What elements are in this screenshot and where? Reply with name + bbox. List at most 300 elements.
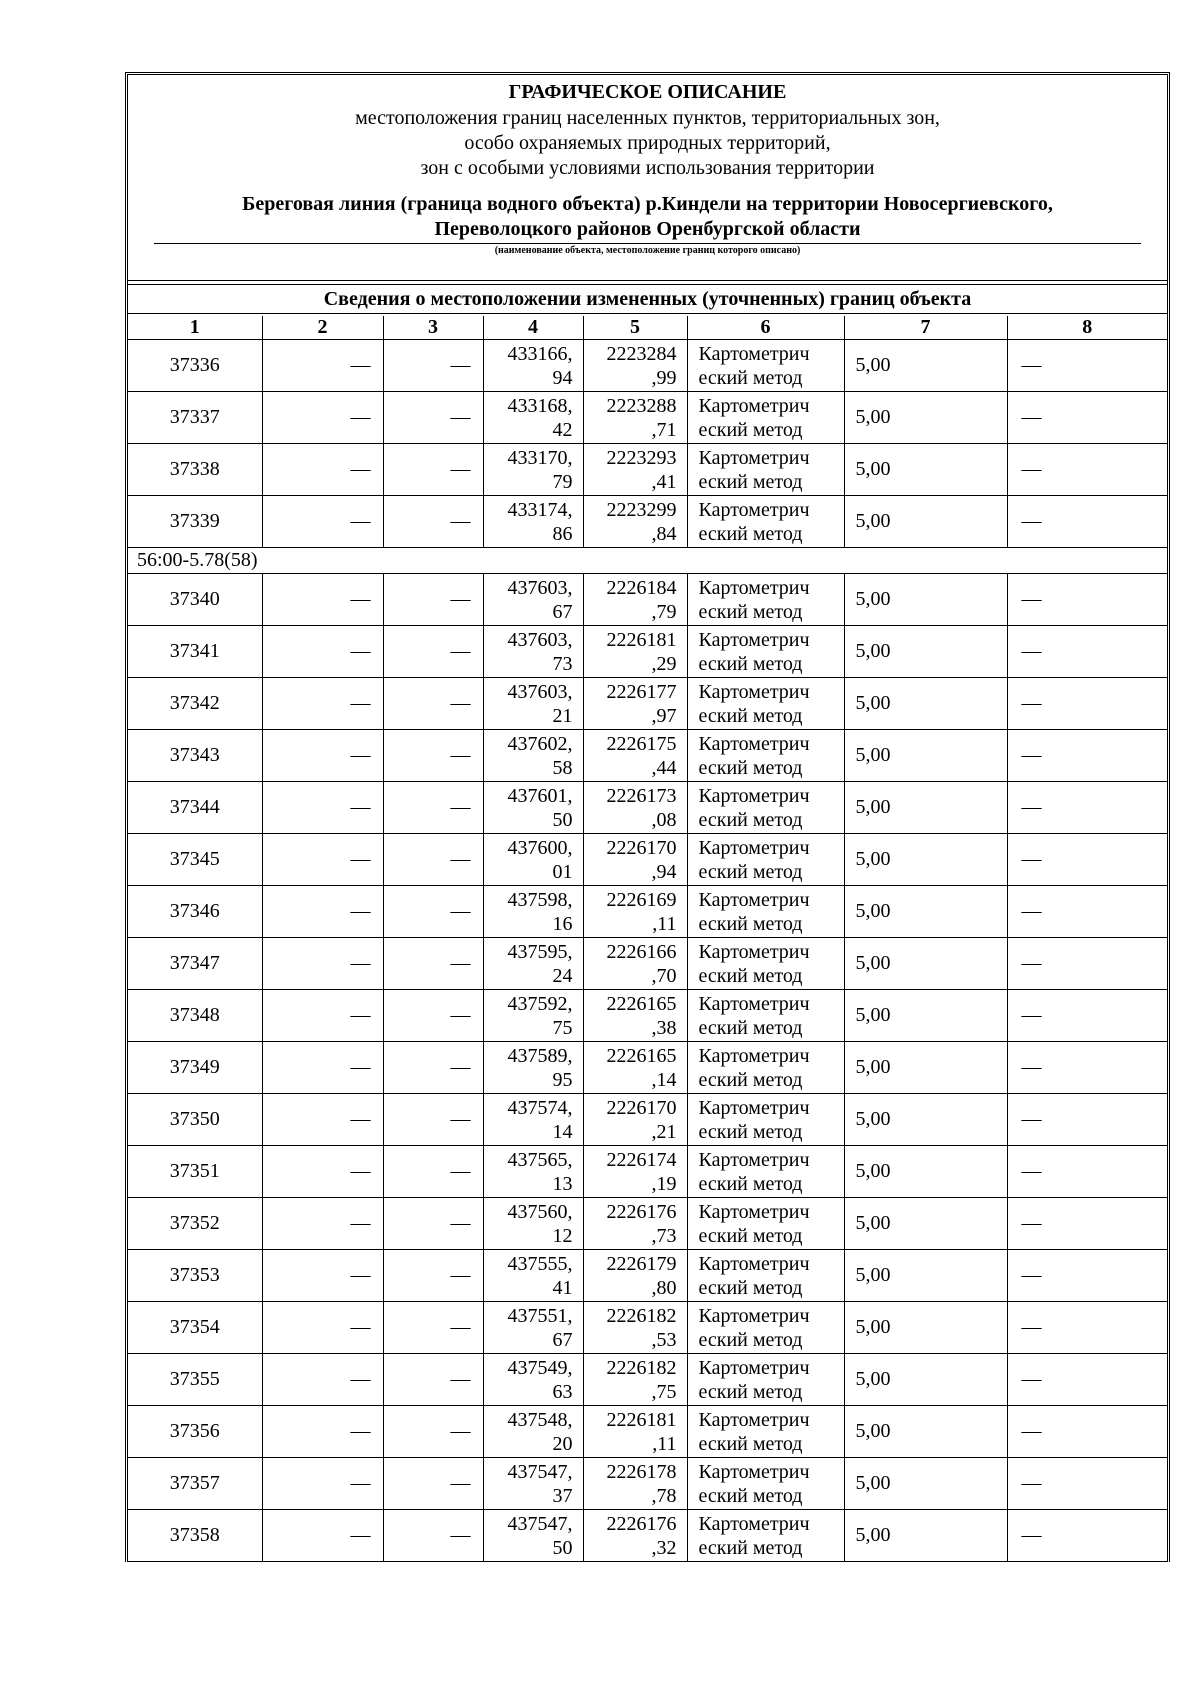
description-cell: —: [1007, 340, 1167, 392]
description-cell: —: [1007, 730, 1167, 782]
point-number: 37342: [128, 678, 262, 730]
old-x-cell: —: [262, 496, 383, 548]
method-cell-line-2: еский метод: [698, 1484, 803, 1507]
column-header: 7: [844, 316, 1007, 340]
accuracy-cell: 5,00: [844, 1302, 1007, 1354]
method-cell-line-2: еский метод: [698, 366, 803, 389]
new-y-cell-line-1: 2226173: [606, 784, 677, 807]
new-y-cell-line-2: ,21: [651, 1120, 677, 1143]
column-header-row: [128, 316, 1167, 340]
description-cell: —: [1007, 1458, 1167, 1510]
point-number: 37341: [128, 626, 262, 678]
new-x-cell: [483, 626, 583, 678]
new-x-cell: [483, 1406, 583, 1458]
method-cell: [687, 1198, 844, 1250]
old-y-cell: —: [383, 938, 483, 990]
method-cell-line-2: еский метод: [698, 418, 803, 441]
column-header: 1: [128, 316, 262, 340]
new-y-cell-line-1: 2226175: [606, 732, 677, 755]
accuracy-cell: 5,00: [844, 834, 1007, 886]
new-y-cell-line-1: 2223293: [606, 446, 677, 469]
new-y-cell-line-1: 2226181: [606, 628, 677, 651]
new-y-cell-line-2: ,14: [651, 1068, 677, 1091]
new-x-cell-line-2: 13: [552, 1172, 573, 1195]
new-x-cell-line-2: 14: [552, 1120, 573, 1143]
new-y-cell: [583, 496, 687, 548]
new-y-cell-line-2: ,84: [651, 522, 677, 545]
point-number: 37336: [128, 340, 262, 392]
new-x-cell: [483, 1094, 583, 1146]
new-x-cell-line-2: 63: [552, 1380, 573, 1403]
new-x-cell-line-2: 20: [552, 1432, 573, 1455]
table-row: [128, 990, 1167, 1042]
method-cell-line-2: еский метод: [698, 912, 803, 935]
new-y-cell-line-1: 2226182: [606, 1304, 677, 1327]
new-x-cell-line-1: 437592,: [507, 992, 573, 1015]
new-x-cell-line-2: 01: [552, 860, 573, 883]
new-x-cell-line-2: 41: [552, 1276, 573, 1299]
new-x-cell-line-1: 437547,: [507, 1460, 573, 1483]
new-x-cell-line-1: 437549,: [507, 1356, 573, 1379]
method-cell: [687, 834, 844, 886]
new-y-cell-line-1: 2226176: [606, 1200, 677, 1223]
new-x-cell-line-1: 437560,: [507, 1200, 573, 1223]
new-y-cell-line-1: 2226169: [606, 888, 677, 911]
method-cell: [687, 1250, 844, 1302]
point-number: 37354: [128, 1302, 262, 1354]
old-y-cell: —: [383, 496, 483, 548]
description-cell: —: [1007, 392, 1167, 444]
new-y-cell: [583, 678, 687, 730]
coordinates-table: [128, 316, 1167, 1562]
new-x-cell-line-2: 73: [552, 652, 573, 675]
new-y-cell-line-1: 2226181: [606, 1408, 677, 1431]
new-x-cell: [483, 1510, 583, 1562]
new-x-cell-line-2: 67: [552, 1328, 573, 1351]
accuracy-cell: 5,00: [844, 1042, 1007, 1094]
method-cell-line-2: еский метод: [698, 1016, 803, 1039]
old-y-cell: —: [383, 626, 483, 678]
new-x-cell-line-1: 437551,: [507, 1304, 573, 1327]
new-y-cell: [583, 1406, 687, 1458]
new-x-cell: [483, 1198, 583, 1250]
description-cell: —: [1007, 574, 1167, 626]
accuracy-cell: 5,00: [844, 574, 1007, 626]
new-y-cell-line-1: 2226174: [606, 1148, 677, 1171]
old-x-cell: —: [262, 340, 383, 392]
new-y-cell-line-1: 2226178: [606, 1460, 677, 1483]
column-header: 6: [687, 316, 844, 340]
old-x-cell: —: [262, 678, 383, 730]
method-cell-line-2: еский метод: [698, 1224, 803, 1247]
new-y-cell-line-2: ,11: [652, 912, 677, 935]
point-number: 37352: [128, 1198, 262, 1250]
point-number: 37356: [128, 1406, 262, 1458]
old-y-cell: —: [383, 1510, 483, 1562]
new-y-cell-line-1: 2226170: [606, 1096, 677, 1119]
new-y-cell: [583, 574, 687, 626]
accuracy-cell: 5,00: [844, 1094, 1007, 1146]
column-header: 8: [1007, 316, 1167, 340]
group-label-row: [128, 548, 1167, 574]
new-y-cell: [583, 1250, 687, 1302]
table-row: [128, 1458, 1167, 1510]
new-y-cell-line-1: 2223284: [606, 342, 677, 365]
new-y-cell: [583, 1146, 687, 1198]
accuracy-cell: 5,00: [844, 392, 1007, 444]
point-number: 37345: [128, 834, 262, 886]
method-cell-line-1: Картометрич: [698, 342, 810, 365]
new-x-cell-line-1: 437589,: [507, 1044, 573, 1067]
table-row: [128, 626, 1167, 678]
method-cell-line-2: еский метод: [698, 860, 803, 883]
new-y-cell-line-1: 2226170: [606, 836, 677, 859]
old-x-cell: —: [262, 1458, 383, 1510]
method-cell-line-2: еский метод: [698, 1068, 803, 1091]
method-cell: [687, 1042, 844, 1094]
accuracy-cell: 5,00: [844, 444, 1007, 496]
point-number: 37348: [128, 990, 262, 1042]
new-y-cell: [583, 990, 687, 1042]
table-row: [128, 678, 1167, 730]
method-cell-line-1: Картометрич: [698, 940, 810, 963]
document-header: [128, 75, 1167, 281]
new-x-cell-line-2: 67: [552, 600, 573, 623]
new-y-cell-line-2: ,75: [651, 1380, 677, 1403]
description-cell: —: [1007, 1302, 1167, 1354]
new-y-cell-line-2: ,71: [651, 418, 677, 441]
new-y-cell: [583, 1510, 687, 1562]
new-y-cell-line-2: ,97: [651, 704, 677, 727]
table-row: [128, 340, 1167, 392]
table-row: [128, 782, 1167, 834]
new-x-cell-line-2: 12: [552, 1224, 573, 1247]
method-cell-line-1: Картометрич: [698, 992, 810, 1015]
new-y-cell-line-1: 2226182: [606, 1356, 677, 1379]
description-cell: —: [1007, 1406, 1167, 1458]
section-title: Сведения о местоположении измененных (уточненных) границ объекта: [128, 284, 1167, 314]
new-x-cell-line-1: 437603,: [507, 576, 573, 599]
new-x-cell: [483, 1302, 583, 1354]
new-x-cell-line-2: 24: [552, 964, 573, 987]
new-x-cell: [483, 1250, 583, 1302]
column-header: 4: [483, 316, 583, 340]
old-y-cell: —: [383, 1042, 483, 1094]
method-cell-line-1: Картометрич: [698, 1512, 810, 1535]
old-x-cell: —: [262, 1250, 383, 1302]
column-header: 3: [383, 316, 483, 340]
method-cell: [687, 1406, 844, 1458]
accuracy-cell: 5,00: [844, 1458, 1007, 1510]
method-cell-line-2: еский метод: [698, 1172, 803, 1195]
new-y-cell-line-2: ,11: [652, 1432, 677, 1455]
new-x-cell: [483, 574, 583, 626]
new-y-cell-line-2: ,80: [651, 1276, 677, 1299]
method-cell: [687, 1302, 844, 1354]
description-cell: —: [1007, 834, 1167, 886]
table-row: [128, 1406, 1167, 1458]
old-x-cell: —: [262, 444, 383, 496]
old-x-cell: —: [262, 1302, 383, 1354]
new-x-cell-line-1: 437574,: [507, 1096, 573, 1119]
new-y-cell-line-2: ,78: [651, 1484, 677, 1507]
new-x-cell-line-2: 21: [552, 704, 573, 727]
new-x-cell-line-2: 79: [552, 470, 573, 493]
new-y-cell: [583, 782, 687, 834]
new-x-cell: [483, 444, 583, 496]
point-number: 37346: [128, 886, 262, 938]
method-cell-line-1: Картометрич: [698, 1200, 810, 1223]
old-y-cell: —: [383, 1146, 483, 1198]
point-number: 37358: [128, 1510, 262, 1562]
old-y-cell: —: [383, 678, 483, 730]
new-x-cell: [483, 990, 583, 1042]
old-x-cell: —: [262, 834, 383, 886]
description-cell: —: [1007, 1094, 1167, 1146]
new-x-cell-line-2: 58: [552, 756, 573, 779]
method-cell: [687, 626, 844, 678]
description-cell: —: [1007, 1510, 1167, 1562]
method-cell-line-2: еский метод: [698, 704, 803, 727]
old-x-cell: —: [262, 1146, 383, 1198]
new-x-cell: [483, 730, 583, 782]
new-y-cell: [583, 1094, 687, 1146]
new-x-cell-line-1: 437565,: [507, 1148, 573, 1171]
method-cell-line-1: Картометрич: [698, 1044, 810, 1067]
point-number: 37340: [128, 574, 262, 626]
new-x-cell-line-2: 37: [552, 1484, 573, 1507]
new-y-cell-line-1: 2226177: [606, 680, 677, 703]
method-cell: [687, 1510, 844, 1562]
subtitle-line-1: местоположения границ населенных пунктов, территориальных зон,: [355, 107, 940, 129]
old-y-cell: —: [383, 444, 483, 496]
method-cell-line-1: Картометрич: [698, 576, 810, 599]
method-cell-line-1: Картометрич: [698, 836, 810, 859]
accuracy-cell: 5,00: [844, 1406, 1007, 1458]
table-row: [128, 1302, 1167, 1354]
new-y-cell-line-2: ,53: [651, 1328, 677, 1351]
method-cell-line-1: Картометрич: [698, 732, 810, 755]
new-x-cell: [483, 496, 583, 548]
new-y-cell-line-1: 2226166: [606, 940, 677, 963]
table-row: [128, 1094, 1167, 1146]
method-cell: [687, 886, 844, 938]
accuracy-cell: 5,00: [844, 990, 1007, 1042]
new-y-cell-line-2: ,44: [651, 756, 677, 779]
old-y-cell: —: [383, 574, 483, 626]
accuracy-cell: 5,00: [844, 782, 1007, 834]
table-row: [128, 1198, 1167, 1250]
point-number: 37343: [128, 730, 262, 782]
old-y-cell: —: [383, 730, 483, 782]
old-y-cell: —: [383, 1198, 483, 1250]
old-y-cell: —: [383, 1354, 483, 1406]
method-cell-line-2: еский метод: [698, 522, 803, 545]
method-cell: [687, 392, 844, 444]
new-x-cell-line-2: 86: [552, 522, 573, 545]
new-x-cell-line-2: 50: [552, 1536, 573, 1559]
method-cell: [687, 1094, 844, 1146]
new-x-cell-line-2: 50: [552, 808, 573, 831]
method-cell-line-1: Картометрич: [698, 1252, 810, 1275]
column-header: 2: [262, 316, 383, 340]
new-y-cell-line-2: ,29: [651, 652, 677, 675]
new-y-cell-line-2: ,32: [651, 1536, 677, 1559]
new-y-cell-line-2: ,99: [651, 366, 677, 389]
method-cell-line-1: Картометрич: [698, 1148, 810, 1171]
method-cell-line-1: Картометрич: [698, 680, 810, 703]
new-x-cell-line-1: 437555,: [507, 1252, 573, 1275]
method-cell: [687, 574, 844, 626]
new-y-cell-line-2: ,94: [651, 860, 677, 883]
method-cell: [687, 1458, 844, 1510]
old-x-cell: —: [262, 1094, 383, 1146]
new-x-cell: [483, 340, 583, 392]
new-x-cell-line-1: 437601,: [507, 784, 573, 807]
point-number: 37353: [128, 1250, 262, 1302]
accuracy-cell: 5,00: [844, 678, 1007, 730]
new-x-cell: [483, 938, 583, 990]
new-x-cell-line-1: 437547,: [507, 1512, 573, 1535]
method-cell-line-1: Картометрич: [698, 1460, 810, 1483]
point-number: 37355: [128, 1354, 262, 1406]
method-cell-line-1: Картометрич: [698, 498, 810, 521]
new-x-cell-line-2: 94: [552, 366, 573, 389]
new-x-cell: [483, 1146, 583, 1198]
old-x-cell: —: [262, 626, 383, 678]
new-x-cell-line-2: 42: [552, 418, 573, 441]
new-x-cell-line-2: 95: [552, 1068, 573, 1091]
description-cell: —: [1007, 886, 1167, 938]
subtitle-line-2: особо охраняемых природных территорий,: [464, 132, 831, 154]
table-row: [128, 730, 1167, 782]
method-cell: [687, 444, 844, 496]
method-cell-line-2: еский метод: [698, 756, 803, 779]
table-row: [128, 938, 1167, 990]
column-header: 5: [583, 316, 687, 340]
method-cell-line-1: Картометрич: [698, 1408, 810, 1431]
old-x-cell: —: [262, 990, 383, 1042]
object-name-line-2: Переволоцкого районов Оренбургской области: [434, 218, 861, 240]
method-cell: [687, 990, 844, 1042]
accuracy-cell: 5,00: [844, 730, 1007, 782]
method-cell-line-1: Картометрич: [698, 784, 810, 807]
new-x-cell: [483, 678, 583, 730]
table-row: [128, 1510, 1167, 1562]
new-x-cell: [483, 782, 583, 834]
description-cell: —: [1007, 1198, 1167, 1250]
method-cell-line-2: еский метод: [698, 1380, 803, 1403]
description-cell: —: [1007, 782, 1167, 834]
new-y-cell: [583, 392, 687, 444]
description-cell: —: [1007, 678, 1167, 730]
accuracy-cell: 5,00: [844, 626, 1007, 678]
table-row: [128, 496, 1167, 548]
accuracy-cell: 5,00: [844, 340, 1007, 392]
new-y-cell-line-1: 2226179: [606, 1252, 677, 1275]
method-cell-line-2: еский метод: [698, 1536, 803, 1559]
new-x-cell-line-1: 433168,: [507, 394, 573, 417]
new-y-cell-line-1: 2226165: [606, 1044, 677, 1067]
method-cell: [687, 340, 844, 392]
new-x-cell-line-1: 437548,: [507, 1408, 573, 1431]
old-y-cell: —: [383, 886, 483, 938]
method-cell: [687, 938, 844, 990]
new-y-cell: [583, 886, 687, 938]
object-name-underline: [154, 243, 1141, 244]
accuracy-cell: 5,00: [844, 938, 1007, 990]
old-y-cell: —: [383, 392, 483, 444]
new-x-cell: [483, 1042, 583, 1094]
table-row: [128, 1042, 1167, 1094]
old-y-cell: —: [383, 834, 483, 886]
new-y-cell: [583, 340, 687, 392]
old-y-cell: —: [383, 1406, 483, 1458]
method-cell: [687, 496, 844, 548]
method-cell-line-1: Картометрич: [698, 628, 810, 651]
method-cell-line-2: еский метод: [698, 1276, 803, 1299]
method-cell-line-2: еский метод: [698, 1120, 803, 1143]
new-y-cell-line-2: ,08: [651, 808, 677, 831]
point-number: 37349: [128, 1042, 262, 1094]
description-cell: —: [1007, 990, 1167, 1042]
table-row: [128, 574, 1167, 626]
method-cell-line-2: еский метод: [698, 1432, 803, 1455]
old-x-cell: —: [262, 1354, 383, 1406]
description-cell: —: [1007, 496, 1167, 548]
point-number: 37338: [128, 444, 262, 496]
new-x-cell-line-1: 437595,: [507, 940, 573, 963]
new-y-cell-line-2: ,79: [651, 600, 677, 623]
method-cell: [687, 678, 844, 730]
object-name-caption: (наименование объекта, местоположение границ которого описано): [494, 245, 801, 256]
new-x-cell: [483, 834, 583, 886]
point-number: 37357: [128, 1458, 262, 1510]
old-y-cell: —: [383, 1094, 483, 1146]
description-cell: —: [1007, 938, 1167, 990]
method-cell-line-2: еский метод: [698, 470, 803, 493]
method-cell: [687, 1354, 844, 1406]
method-cell-line-1: Картометрич: [698, 1304, 810, 1327]
old-x-cell: —: [262, 782, 383, 834]
description-cell: —: [1007, 1146, 1167, 1198]
new-x-cell-line-1: 433174,: [507, 498, 573, 521]
old-x-cell: —: [262, 1042, 383, 1094]
accuracy-cell: 5,00: [844, 496, 1007, 548]
old-x-cell: —: [262, 392, 383, 444]
new-y-cell-line-2: ,41: [651, 470, 677, 493]
group-label: 56:00-5.78(58): [128, 548, 1167, 574]
old-x-cell: —: [262, 938, 383, 990]
new-y-cell: [583, 1198, 687, 1250]
point-number: 37339: [128, 496, 262, 548]
old-x-cell: —: [262, 730, 383, 782]
point-number: 37337: [128, 392, 262, 444]
new-y-cell: [583, 730, 687, 782]
method-cell-line-2: еский метод: [698, 1328, 803, 1351]
table-row: [128, 1250, 1167, 1302]
accuracy-cell: 5,00: [844, 1510, 1007, 1562]
new-y-cell-line-1: 2226184: [606, 576, 677, 599]
method-cell-line-2: еский метод: [698, 808, 803, 831]
document-frame: [125, 72, 1170, 1562]
method-cell-line-1: Картометрич: [698, 394, 810, 417]
old-x-cell: —: [262, 1510, 383, 1562]
method-cell: [687, 730, 844, 782]
new-x-cell-line-1: 433170,: [507, 446, 573, 469]
point-number: 37351: [128, 1146, 262, 1198]
new-x-cell-line-2: 75: [552, 1016, 573, 1039]
